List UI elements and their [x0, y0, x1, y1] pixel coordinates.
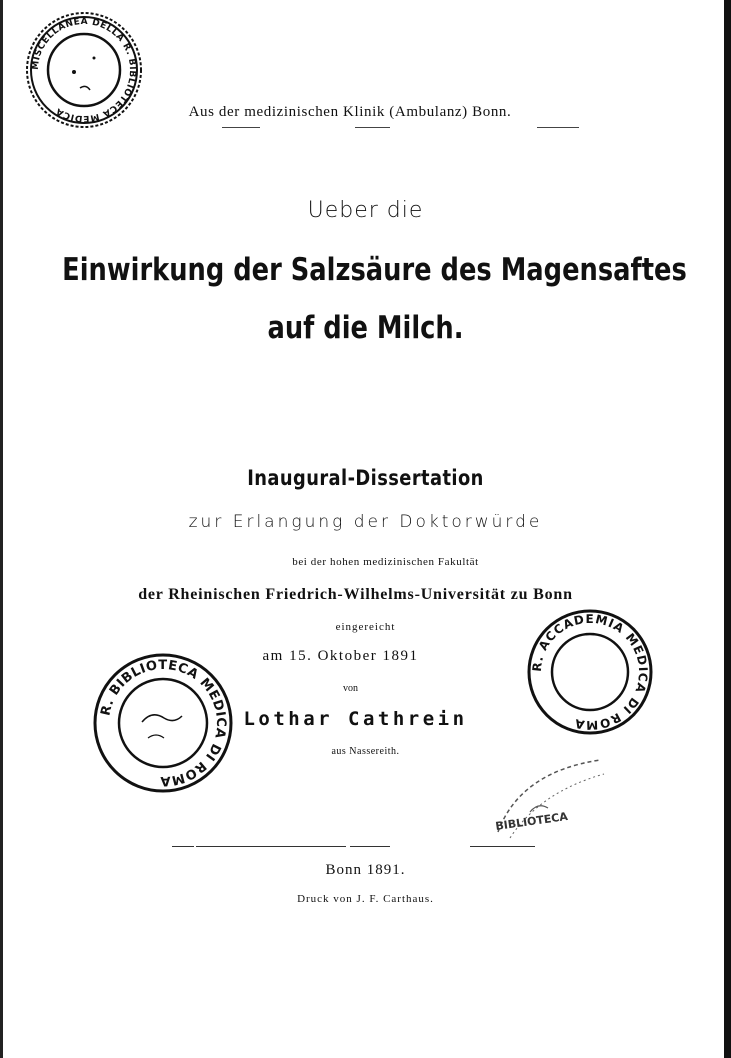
author-origin: aus Nassereith.: [331, 746, 400, 757]
university-line: der Rheinischen Friedrich-Wilhelms-Universität zu Bonn: [138, 586, 573, 603]
submitted-label: eingereicht: [335, 621, 396, 633]
bottom-rule-4: [470, 846, 535, 847]
faculty-line: bei der hohen medizinischen Fakultät: [292, 556, 479, 568]
bottom-rule-3: [350, 846, 390, 847]
library-stamp-top-left: [24, 10, 144, 130]
clinic-underline-1: [222, 127, 260, 128]
purpose-line: zur Erlangung der Doktorwürde: [188, 512, 543, 532]
dissertation-label: Inaugural-Dissertation: [247, 466, 484, 490]
clinic-heading: Aus der medizinischen Klinik (Ambulanz) Bonn.: [188, 104, 512, 120]
clinic-underline-2: [355, 127, 390, 128]
clinic-underline-3: [537, 127, 579, 128]
author-name: Lothar Cathrein: [243, 708, 468, 730]
library-stamp-left: [92, 652, 234, 794]
stamp-text-left: R. BIBLIOTECA MEDICA DI ROMA: [98, 657, 229, 789]
submission-date: am 15. Oktober 1891: [262, 648, 419, 664]
stamp-text-bottom-right: BIBLIOTECA: [494, 809, 569, 833]
place-and-year: Bonn 1891.: [325, 862, 406, 878]
title-prefix: Ueber die: [307, 198, 424, 223]
main-title-line-2: auf die Milch.: [267, 310, 464, 346]
academy-stamp-right: [526, 608, 654, 736]
printer-line: Druck von J. F. Carthaus.: [297, 893, 434, 905]
stamp-text-top-left: MISCELLANEA DELLA R. BIBLIOTECA MEDICA: [30, 16, 138, 124]
main-title-line-1: Einwirkung der Salzsäure des Magensaftes: [62, 252, 687, 288]
library-stamp-bottom-right: [490, 752, 608, 842]
stamp-text-right: R. ACCADEMIA MEDICA DI ROMA: [529, 611, 651, 733]
bottom-rule-1: [172, 846, 194, 847]
by-label: von: [343, 683, 358, 694]
bottom-rule-2: [196, 846, 346, 847]
